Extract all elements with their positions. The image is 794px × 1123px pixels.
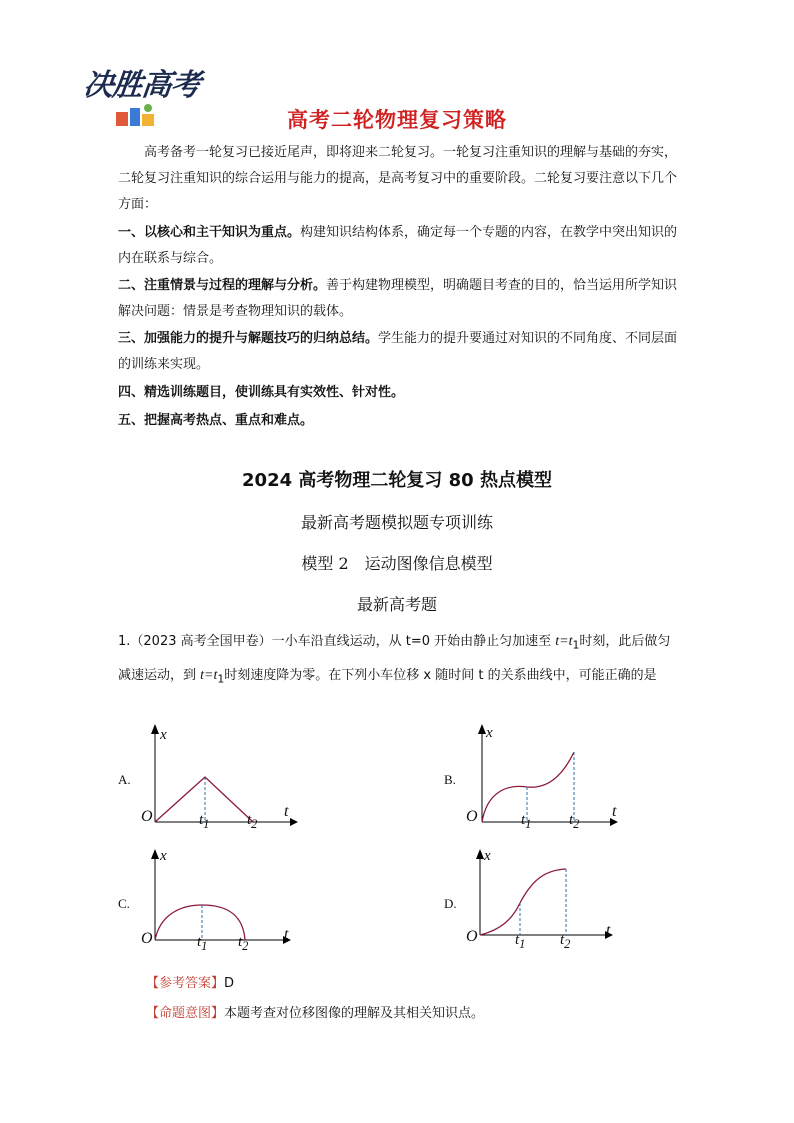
t2-label-c [238, 934, 248, 954]
t-axis-arrow [290, 818, 298, 826]
question-text-c: 时刻速度降为零。在下列小车位移 x 随时间 t 的关系曲线中，可能正确的是 [224, 667, 657, 683]
t2-sub-label-c: 2 [242, 939, 249, 953]
point-2 [118, 273, 678, 325]
t2-text-b: t [569, 812, 574, 828]
intent-value: 本题考查对位移图像的理解及其相关知识点。 [224, 1006, 485, 1021]
point-3-text: 学生能力的提升要通过对知识的不同角度、不同层面的训练来实现。 [118, 331, 678, 372]
t1-text-d: t [515, 932, 520, 948]
point-4-bold: 四、精选训练题目，使训练具有实效性、针对性。 [118, 385, 405, 400]
t1-text-a: t [199, 812, 204, 828]
t1-sub-label-a: 1 [203, 817, 210, 831]
point-1-text: 构建知识结构体系，确定每一个专题的内容，在教学中突出知识的内在联系与综合。 [118, 225, 678, 266]
answer-value: D [224, 976, 235, 991]
t2-label-b [569, 812, 579, 832]
axis-x-label-a: x [160, 727, 167, 743]
section-title: 2024 高考物理二轮复习 80 热点模型 [242, 470, 552, 491]
point-1-bold: 一、以核心和主干知识为重点。 [118, 225, 301, 240]
x-axis-arrow [476, 849, 484, 859]
question-number: 1. [118, 634, 131, 649]
point-5-text: 五、把握高考热点、重点和难点。 [118, 413, 314, 428]
question-text-a: 一小车沿直线运动，从 t=0 开始由静止匀加速至 [271, 634, 556, 649]
t2-label-a [247, 812, 257, 832]
axis-t-label-b: t [612, 803, 617, 820]
reference-answer [146, 972, 234, 991]
axis-t-label-d: t [606, 922, 611, 939]
origin-label-b: O [466, 808, 478, 825]
axis-x-label-b: x [486, 725, 493, 741]
t1-expression-a: t=t [555, 634, 573, 649]
t1-label-c [197, 934, 207, 954]
option-a-label: A. [118, 772, 131, 787]
intro-paragraph: 高考备考一轮复习已接近尾声，即将迎来二轮复习。一轮复习注重知识的理解与基础的夯实，二轮复习注重知识的综合运用与能力的提高，是高考复习中的重要阶段。二轮复习要注意以下几个方面： [118, 145, 678, 212]
origin-label-a: O [141, 808, 153, 825]
axis-x-label-c: x [160, 848, 167, 864]
point-3-bold: 三、加强能力的提升与解题技巧的归纳总结。 [118, 331, 379, 346]
section-subtitle: 最新高考题模拟题专项训练 [300, 513, 493, 532]
point-2-text: 善于构建物理模型，明确题目考查的目的，恰当运用所学知识解决问题：情景是考查物理知识的载体。 [118, 278, 678, 319]
axis-x-label-d: x [484, 848, 491, 864]
t1-label-a [199, 812, 209, 832]
option-b-label: B. [444, 772, 456, 787]
t1-label-b [521, 812, 531, 832]
t2-sub-label-d: 2 [564, 937, 571, 951]
point-4 [118, 380, 678, 406]
curve-d [480, 869, 566, 935]
t1-label-d [515, 932, 525, 952]
t1-expression-b: t=t [200, 667, 218, 683]
t1-sub-label-d: 1 [519, 937, 526, 951]
point-1 [118, 220, 678, 272]
x-axis-arrow [151, 849, 159, 859]
t1-text-b: t [521, 812, 526, 828]
logo-text: 决胜高考 [81, 68, 202, 103]
t1-sub-a: 1 [572, 638, 580, 652]
axis-t-label-a: t [284, 803, 289, 820]
t2-sub-label-a: 2 [251, 817, 258, 831]
x-axis-arrow [478, 724, 486, 734]
t1-text-c: t [197, 934, 202, 950]
origin-label-c: O [141, 930, 153, 947]
t2-text-d: t [560, 932, 565, 948]
model-title: 模型 2 运动图像信息模型 [301, 554, 493, 573]
t1-sub-label-c: 1 [201, 939, 208, 953]
option-c-label: C. [118, 896, 130, 911]
t1-sub-b: 1 [217, 672, 225, 686]
intent-label: 【命题意图】 [146, 1006, 225, 1021]
t2-text-c: t [238, 934, 243, 950]
t2-label-d [560, 932, 570, 952]
t1-sub-label-b: 1 [525, 817, 532, 831]
question-text-b: 时刻，此后做匀减速运动，到 [118, 634, 671, 683]
point-3 [118, 326, 678, 378]
point-5 [118, 408, 678, 434]
page-title: 高考二轮物理复习策略 [287, 108, 507, 132]
t2-text-a: t [247, 812, 252, 828]
origin-label-d: O [466, 928, 478, 945]
option-d-label: D. [444, 896, 457, 911]
point-2-bold: 二、注重情景与过程的理解与分析。 [118, 278, 327, 293]
question-1 [118, 627, 680, 694]
question-source: （2023 高考全国甲卷） [130, 634, 272, 649]
question-intent [146, 1002, 484, 1021]
t2-sub-label-b: 2 [573, 817, 580, 831]
x-axis-arrow [151, 724, 159, 734]
part-title: 最新高考题 [356, 595, 437, 614]
answer-label: 【参考答案】 [146, 976, 225, 991]
axis-t-label-c: t [284, 926, 289, 943]
